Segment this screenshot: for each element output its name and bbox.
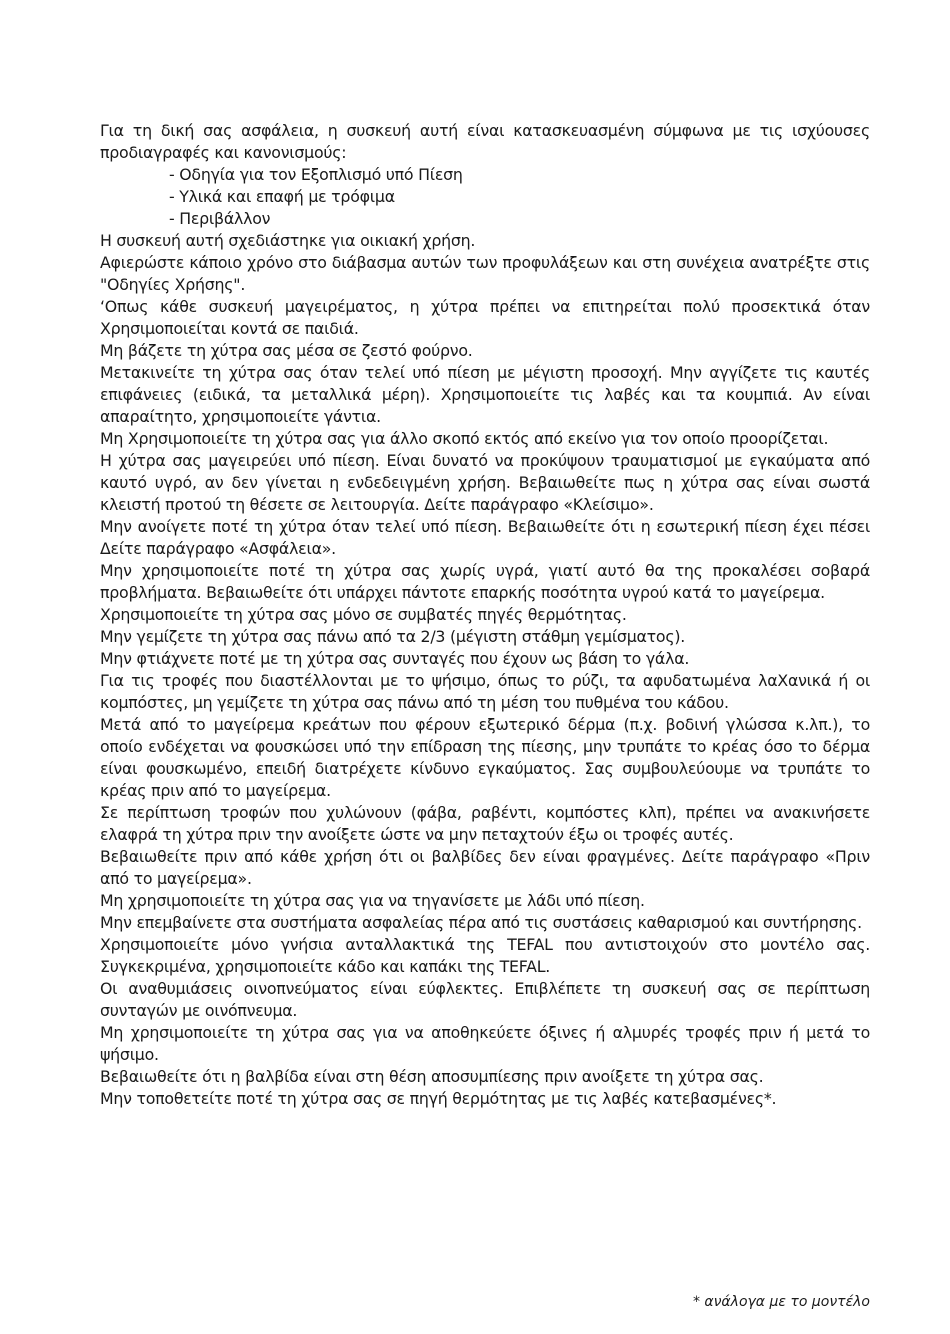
paragraph: Βεβαιωθείτε πριν από κάθε χρήση ότι οι βαλβίδες δεν είναι φραγμένες. Δείτε παράγραφο «Πριν από το μαγείρεμα». [100,847,870,888]
paragraph: Αφιερώστε κάποιο χρόνο στο διάβασμα αυτών των προφυλάξεων και στη συνέχεια ανατρέξτε στις "Οδηγίες Χρήσης". [100,253,870,294]
paragraph: Μη χρησιμοποιείτε τη χύτρα σας για να τηγανίσετε με λάδι υπό πίεση. [100,891,645,910]
paragraph: Οι αναθυμιάσεις οινοπνεύματος είναι εύφλεκτες. Επιβλέπετε τη συσκευή σας σε περίπτωση συνταγών με οινόπνευμα. [100,979,870,1020]
paragraph: Μην τοποθετείτε ποτέ τη χύτρα σας σε πηγή θερμότητας με τις λαβές κατεβασμένες*. [100,1089,777,1108]
paragraph: Μετακινείτε τη χύτρα σας όταν τελεί υπό πίεση με μέγιστη προσοχή. Μην αγγίζετε τις καυτές επιφάνειες (ειδικά, τα μεταλλικά μέρη). Χρησιμοποιείτε τις λαβές και τα κουμπιά. Αν είναι απαραίτητο, χρησιμοποιείτε γάντια. [100,363,870,426]
paragraph: Μην ανοίγετε ποτέ τη χύτρα όταν τελεί υπό πίεση. Βεβαιωθείτε ότι η εσωτερική πίεση έχει πέσει Δείτε παράγραφο «Ασφάλεια». [100,517,870,558]
paragraph: Μετά από το μαγείρεμα κρεάτων που φέρουν εξωτερικό δέρμα (π.χ. βοδινή γλώσσα κ.λπ.), το οποίο ενδέχεται να φουσκώσει υπό την επίδραση της πίεσης, μην τρυπάτε το κρέας όσο το δέρμα είναι φουσκωμένο, επειδή διατρέχετε κίνδυνο εγκαύματος. Σας συμβουλεύουμε να τρυπάτε το κρέας πριν από το μαγείρεμα. [100,715,870,800]
paragraph: Μη Χρησιμοποιείτε τη χύτρα σας για άλλο σκοπό εκτός από εκείνο για τον οποίο προορίζεται. [100,429,829,448]
paragraph: Σε περίπτωση τροφών που χυλώνουν (φάβα, ραβέντι, κομπόστες κλπ), πρέπει να ανακινήσετε ελαφρά τη χύτρα πριν την ανοίξετε ώστε να μην πεταχτούν έξω οι τροφές αυτές. [100,803,870,844]
paragraph: Μη βάζετε τη χύτρα σας μέσα σε ζεστό φούρνο. [100,341,473,360]
intro-paragraph: Για τη δική σας ασφάλεια, η συσκευή αυτή είναι κατασκευασμένη σύμφωνα με τις ισχύουσες προδιαγραφές και κανονισμούς: [100,121,870,162]
standards-list [100,164,870,230]
paragraph: Μην γεμίζετε τη χύτρα σας πάνω από τα 2/3 (μέγιστη στάθμη γεμίσματος). [100,627,686,646]
paragraph: Για τις τροφές που διαστέλλονται με το ψήσιμο, όπως το ρύζι, τα αφυδατωμένα λαΧανικά ή οι κομπόστες, μη γεμίζετε τη χύτρα σας πάνω από τη μέση του πυθμένα του κάδου. [100,671,870,712]
standards-item: - Περιβάλλον [169,209,271,228]
paragraph: Βεβαιωθείτε ότι η βαλβίδα είναι στη θέση αποσυμπίεσης πριν ανοίξετε τη χύτρα σας. [100,1067,764,1086]
paragraph: ‘Οπως κάθε συσκευή μαγειρέματος, η χύτρα πρέπει να επιτηρείται πολύ προσεκτικά όταν Χρησιμοποιείται κοντά σε παιδιά. [100,297,870,338]
standards-item: - Υλικά και επαφή με τρόφιμα [169,187,395,206]
document-body [100,120,870,1110]
paragraph: Η συσκευή αυτή σχεδιάστηκε για οικιακή χρήση. [100,231,476,250]
standards-item: - Οδηγία για τον Εξοπλισμό υπό Πίεση [169,165,463,184]
paragraph: Χρησιμοποιείτε τη χύτρα σας μόνο σε συμβατές πηγές θερμότητας. [100,605,627,624]
paragraph: Μη χρησιμοποιείτε τη χύτρα σας για να αποθηκεύετε όξινες ή αλμυρές τροφές πριν ή μετά το ψήσιμο. [100,1023,870,1064]
footnote: * ανάλογα με το μοντέλο [692,1294,870,1310]
paragraph: Μην χρησιμοποιείτε ποτέ τη χύτρα σας χωρίς υγρά, γιατί αυτό θα της προκαλέσει σοβαρά προβλήματα. Βεβαιωθείτε ότι υπάρχει πάντοτε επαρκής ποσότητα υγρού κατά το μαγείρεμα. [100,561,870,602]
paragraph: Χρησιμοποιείτε μόνο γνήσια ανταλλακτικά της TEFAL που αντιστοιχούν στο μοντέλο σας. Συγκεκριμένα, χρησιμοποιείτε κάδο και καπάκι της TEFAL. [100,935,870,976]
paragraph: Η χύτρα σας μαγειρεύει υπό πίεση. Είναι δυνατό να προκύψουν τραυματισμοί με εγκαύματα από καυτό υγρό, αν δεν γίνεται η ενδεδειγμένη χρήση. Βεβαιωθείτε πως η χύτρα σας είναι σωστά κλειστή προτού τη θέσετε σε λειτουργία. Δείτε παράγραφο «Κλείσιμο». [100,451,870,514]
paragraph: Μην επεμβαίνετε στα συστήματα ασφαλείας πέρα από τις συστάσεις καθαρισμού και συντήρησης. [100,913,862,932]
paragraph: Μην φτιάχνετε ποτέ με τη χύτρα σας συνταγές που έχουν ως βάση το γάλα. [100,649,690,668]
